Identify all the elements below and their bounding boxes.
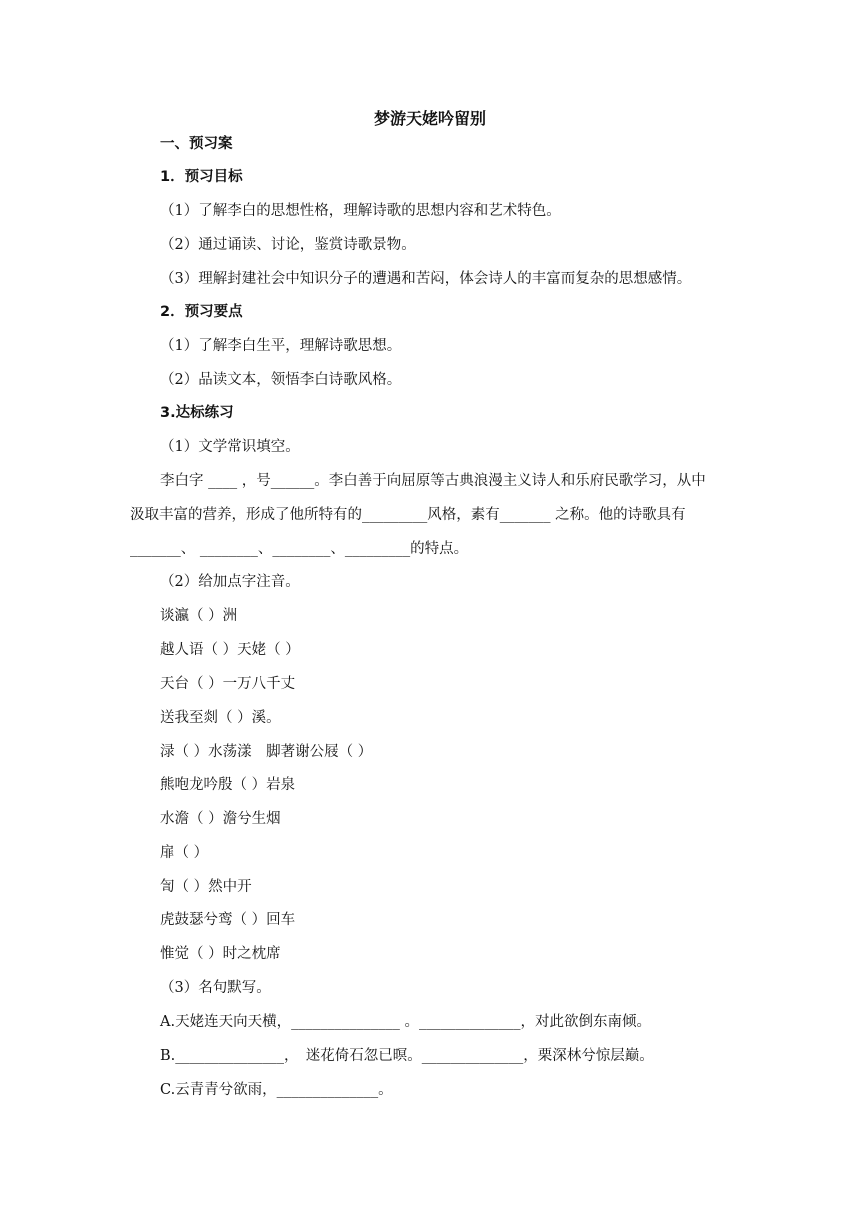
point-item: （2）品读文本，领悟李白诗歌风格。 — [160, 372, 402, 388]
exercise-prompt: （1）文学常识填空。 — [160, 439, 300, 455]
goal-item: （1）了解李白的思想性格，理解诗歌的思想内容和艺术特色。 — [160, 203, 561, 219]
point-item: （1）了解李白生平，理解诗歌思想。 — [160, 338, 402, 354]
pinyin-item: 水澹（ ）澹兮生烟 — [160, 811, 281, 827]
pinyin-item: 送我至剡（ ）溪。 — [160, 710, 281, 726]
subheading-preview-points: 2．预习要点 — [160, 304, 243, 320]
subheading-exercises: 3.达标练习 — [160, 405, 234, 421]
exercise-prompt: （3）名句默写。 — [160, 980, 271, 996]
recitation-item: A.天姥连天向天横，_______________ 。______________，对此欲倒东南倾。 — [160, 1014, 651, 1030]
pinyin-item: 虎鼓瑟兮鸾（ ）回车 — [160, 912, 296, 928]
subheading-preview-goals: 1．预习目标 — [160, 169, 243, 185]
pinyin-item: 谈瀛（ ）洲 — [160, 608, 238, 624]
paragraph-line: 李白字 ____ ，号______。李白善于向屈原等古典浪漫主义诗人和乐府民歌学习，从中 — [160, 473, 706, 489]
page-title: 梦游天姥吟留别 — [373, 109, 486, 128]
pinyin-item: 熊咆龙吟殷（ ）岩泉 — [160, 777, 296, 793]
pinyin-item: 訇（ ）然中开 — [160, 879, 252, 895]
recitation-item: C.云青青兮欲雨，______________。 — [160, 1082, 393, 1098]
exercise-prompt: （2）给加点字注音。 — [160, 574, 300, 590]
pinyin-item: 惟觉（ ）时之枕席 — [160, 946, 281, 962]
paragraph-line: _______、 ________、________、_________的特点。 — [130, 541, 469, 557]
recitation-item: B._______________， 迷花倚石忽已暝。______________，栗深林兮惊层巅。 — [160, 1048, 654, 1064]
pinyin-item: 渌（ ）水荡漾 脚著谢公屐（ ） — [160, 744, 373, 760]
goal-item: （3）理解封建社会中知识分子的遭遇和苦闷，体会诗人的丰富而复杂的思想感情。 — [160, 271, 692, 287]
section-heading-preview: 一、预习案 — [160, 136, 233, 152]
goal-item: （2）通过诵读、讨论，鉴赏诗歌景物。 — [160, 237, 416, 253]
paragraph-line: 汲取丰富的营养，形成了他所特有的_________风格，素有_______ 之称。他的诗歌具有 — [130, 507, 686, 523]
pinyin-item: 天台（ ）一万八千丈 — [160, 676, 296, 692]
pinyin-item: 越人语（ ）天姥（ ） — [160, 642, 300, 658]
pinyin-item: 扉（ ） — [160, 845, 209, 861]
